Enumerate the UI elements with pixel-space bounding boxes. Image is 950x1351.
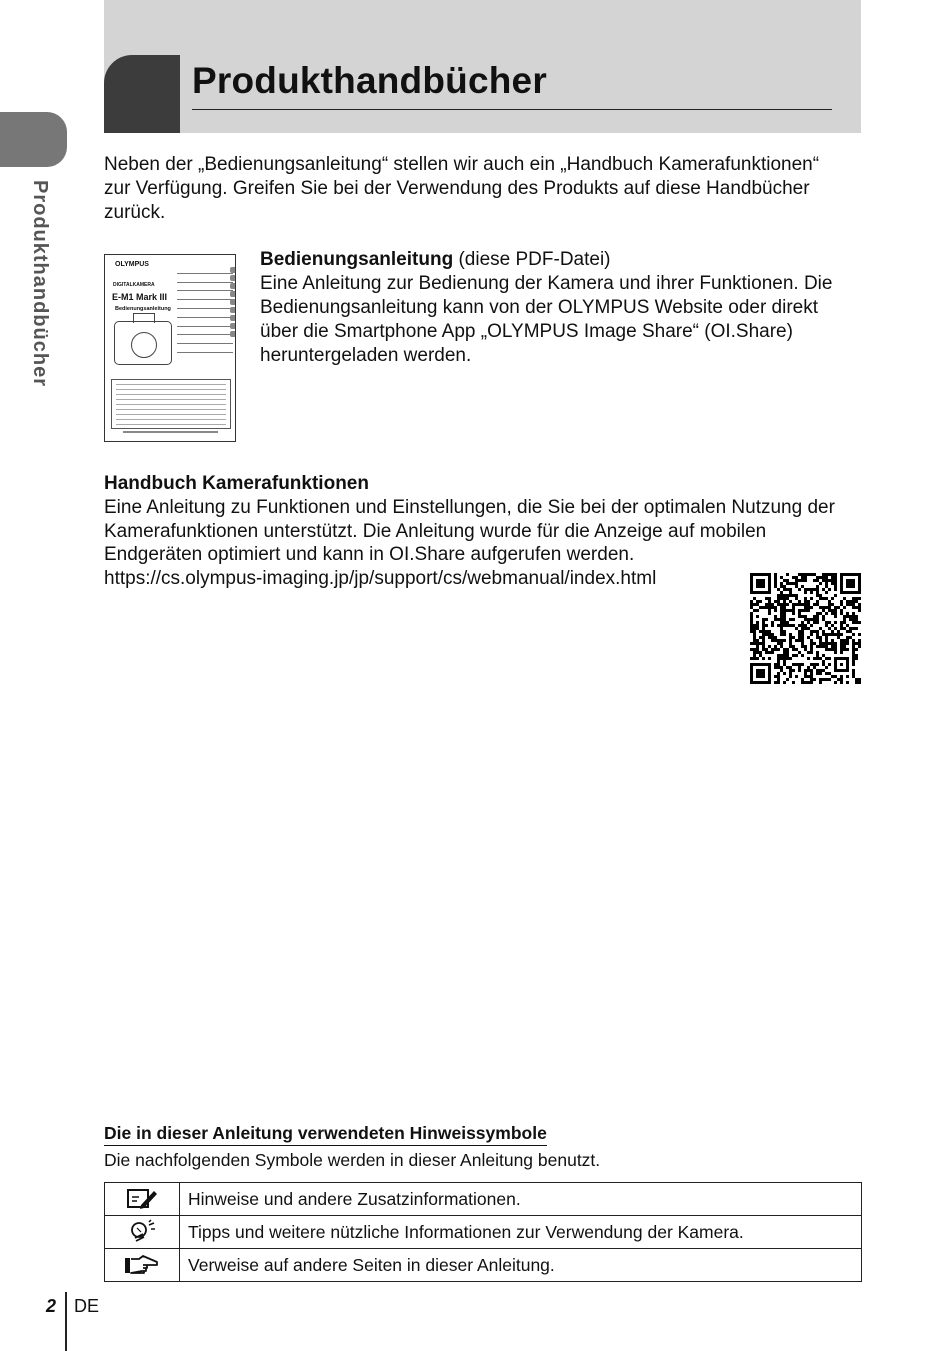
bedienungsanleitung-body: Eine Anleitung zur Bedienung der Kamera und ihrer Funktionen. Die Bedienungsanleitung kann von der OLYMPUS Website oder direkt über die Smartphone App „OLYMPUS Image Share“ (OI.Share) heruntergeladen werden. [260,273,833,366]
title-underline [192,109,832,110]
thumbnail-notes-box [111,379,231,429]
pointing-hand-icon [123,1253,161,1277]
symbol-icon-cell [105,1249,180,1282]
side-tab-label: Produkthandbücher [29,180,51,388]
symbols-intro: Die nachfolgenden Symbole werden in dieser Anleitung benutzt. [104,1150,601,1170]
symbol-text: Verweise auf andere Seiten in dieser Anleitung. [180,1249,862,1282]
thumbnail-footer-line [123,431,218,433]
symbols-table [104,1182,862,1282]
symbol-row [105,1249,862,1282]
side-tab-marker [0,112,67,167]
intro-paragraph: Neben der „Bedienungsanleitung“ stellen wir auch ein „Handbuch Kamerafunktionen“ zur Verfügung. Greifen Sie bei der Verwendung des Produkts auf diese Handbücher zurück. [104,154,820,223]
symbol-icon-cell [105,1216,180,1249]
thumbnail-tabs [230,267,235,339]
lightbulb-tip-icon [125,1219,159,1245]
symbol-icon-cell [105,1183,180,1216]
handbuch-body: Eine Anleitung zu Funktionen und Einstellungen, die Sie bei der optimalen Nutzung der Kamerafunktionen unterstützt. Die Anleitung wurde für die Anzeige auf mobilen Endgeräten optimiert und kann in OI.Share aufgerufen werden. [104,497,835,565]
thumbnail-brand: OLYMPUS [115,261,149,268]
symbol-text: Hinweise und andere Zusatzinformationen. [180,1183,862,1216]
thumbnail-subtitle: Bedienungsanleitung [115,306,171,312]
page-number: 2 [46,1296,57,1316]
symbol-row [105,1216,862,1249]
symbols-heading: Die in dieser Anleitung verwendeten Hinweissymbole [104,1123,547,1146]
camera-drawing [114,321,172,365]
thumbnail-model: E-M1 Mark III [112,292,168,302]
page-title: Produkthandbücher [192,60,547,101]
header-accent-block [104,55,180,133]
thumbnail-category: DIGITALKAMERA [113,282,155,288]
manual-cover-thumbnail [104,254,236,442]
symbol-text: Tipps und weitere nützliche Informationen zur Verwendung der Kamera. [180,1216,862,1249]
qr-code [750,573,861,684]
language-code: DE [74,1296,100,1316]
symbol-row [105,1183,862,1216]
thumbnail-toc [177,265,233,353]
bedienungsanleitung-title-suffix: (diese PDF-Datei) [453,249,611,270]
handbuch-title: Handbuch Kamerafunktionen [104,473,369,494]
bedienungsanleitung-heading [260,248,611,272]
bedienungsanleitung-title: Bedienungsanleitung [260,249,454,270]
handbuch-url[interactable]: https://cs.olympus-imaging.jp/jp/support/cs/webmanual/index.html [104,568,657,589]
note-pencil-icon [125,1187,159,1211]
footer-divider [65,1292,67,1351]
